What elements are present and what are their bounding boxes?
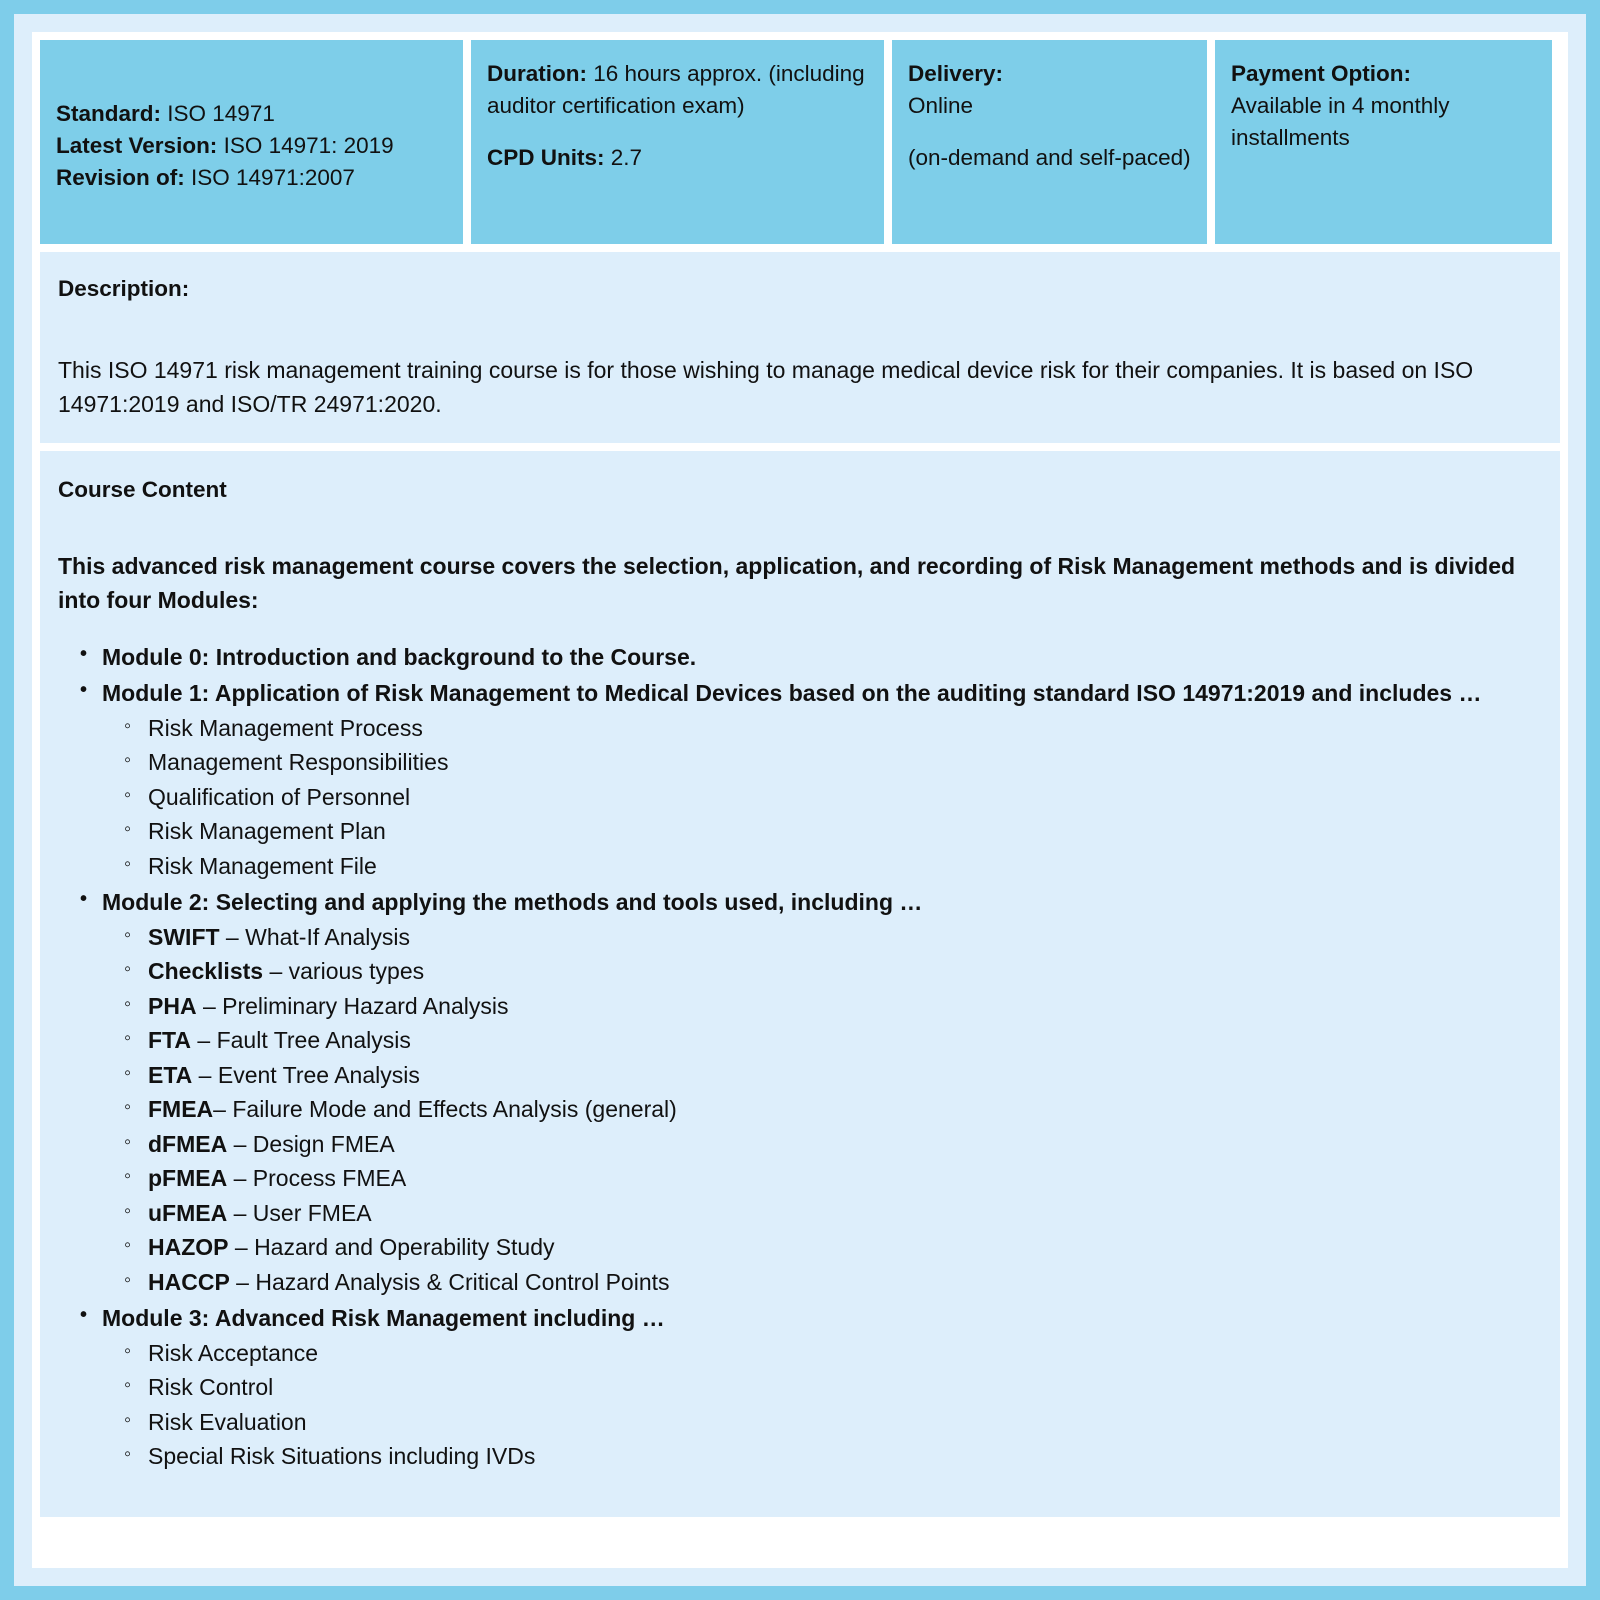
cell-line-value: ISO 14971:2007 (184, 164, 355, 190)
cell-line-label: Latest Version: (56, 133, 218, 159)
module-subitem (148, 1023, 1542, 1058)
cell-line-label: Revision of: (56, 164, 185, 190)
cell-line-value: 16 hours approx. (including auditor certification exam) (487, 61, 865, 118)
cell-line-value: ISO 14971: 2019 (217, 133, 394, 159)
module-subitem (148, 849, 1542, 884)
course-content-panel (40, 451, 1560, 1517)
subitem-term: dFMEA (148, 1130, 228, 1157)
module-subitem (148, 1127, 1542, 1162)
cell-line (908, 58, 1191, 90)
subitem-desc: Risk Management Process (148, 714, 423, 741)
subitem-desc: Risk Evaluation (148, 1408, 307, 1435)
cell-line-value: (on-demand and self-paced) (908, 144, 1191, 170)
subitem-desc: Risk Management Plan (148, 818, 386, 845)
cell-line (908, 142, 1191, 174)
cell-line (1231, 58, 1536, 90)
subitem-desc: – Design FMEA (227, 1130, 395, 1157)
module-subitem (148, 1196, 1542, 1231)
module-subitem (148, 745, 1542, 780)
page-border (32, 32, 1568, 1568)
cell-line (487, 58, 868, 122)
cell-line (56, 98, 447, 130)
subitem-desc: – various types (263, 958, 425, 985)
subitem-desc: – Fault Tree Analysis (191, 1027, 411, 1054)
module-sublist (102, 1336, 1542, 1474)
module-sublist (102, 711, 1542, 884)
module-subitem (148, 780, 1542, 815)
module-subitem (148, 1370, 1542, 1405)
module-label: • Module 2: Selecting and applying the methods and tools used, including … (102, 889, 923, 916)
cell-spacer (908, 122, 1191, 142)
cell-line (56, 162, 447, 194)
cell-line-label: Delivery: (908, 61, 1004, 86)
subitem-desc: Risk Management File (148, 852, 377, 879)
subitem-desc: Qualification of Personnel (148, 783, 411, 810)
course-info-document (40, 40, 1560, 1560)
module-label: • Module 0: Introduction and background to the Course. (102, 643, 697, 670)
module-subitem (148, 1405, 1542, 1440)
module-subitem (148, 814, 1542, 849)
module-subitem (148, 920, 1542, 955)
cell-line-label: CPD Units: (487, 144, 605, 170)
module-subitem (148, 954, 1542, 989)
module-sublist (102, 920, 1542, 1300)
module-subitem (148, 989, 1542, 1024)
cell-line (56, 130, 447, 162)
subitem-term: pFMEA (148, 1165, 228, 1192)
subitem-desc: – Hazard and Operability Study (228, 1234, 555, 1261)
module-item (102, 640, 1542, 675)
subitem-term: uFMEA (148, 1199, 228, 1226)
cell-line-value: ISO 14971 (161, 101, 275, 127)
description-panel (40, 252, 1560, 443)
subitem-desc: – Preliminary Hazard Analysis (196, 992, 509, 1019)
subitem-desc: – Failure Mode and Effects Analysis (general) (213, 1096, 677, 1123)
description-text: This ISO 14971 risk management training course is for those wishing to manage medical device risk for their companies. It is based on ISO 14971:2019 and ISO/TR 24971:2020. (58, 357, 1474, 418)
subitem-desc: Risk Acceptance (148, 1339, 319, 1366)
module-subitem (148, 711, 1542, 746)
cell-line-value: Online (908, 92, 974, 118)
module-subitem (148, 1265, 1542, 1300)
cell-line-value: 2.7 (604, 144, 643, 170)
cell-line-value: Available in 4 monthly installments (1231, 92, 1450, 150)
module-subitem (148, 1439, 1542, 1474)
module-subitem (148, 1058, 1542, 1093)
subitem-term: ETA (148, 1061, 193, 1088)
delivery-cell (892, 40, 1207, 244)
payment-cell (1215, 40, 1552, 244)
subitem-desc: Management Responsibilities (148, 749, 449, 776)
module-subitem (148, 1161, 1542, 1196)
cell-line-label: Payment Option: (1231, 61, 1412, 86)
subitem-term: HAZOP (148, 1234, 229, 1261)
subitem-desc: – Event Tree Analysis (192, 1061, 420, 1088)
cell-line-label: Duration: (487, 61, 587, 86)
cell-line-label: Standard: (56, 101, 162, 127)
module-item (102, 1301, 1542, 1474)
module-subitem (148, 1230, 1542, 1265)
cell-line (487, 142, 868, 174)
subitem-term: PHA (148, 992, 197, 1019)
subitem-desc: – User FMEA (227, 1199, 372, 1226)
subitem-desc: – Process FMEA (227, 1165, 407, 1192)
subitem-desc: Special Risk Situations including IVDs (148, 1443, 536, 1470)
subitem-term: HACCP (148, 1268, 230, 1295)
module-item (102, 885, 1542, 1299)
header-summary-row (40, 40, 1560, 244)
outer-frame (14, 14, 1586, 1586)
subitem-desc: – What-If Analysis (219, 923, 411, 950)
subitem-term: Checklists (148, 958, 264, 985)
subitem-term: FTA (148, 1027, 192, 1054)
cell-line (908, 90, 1191, 122)
module-item (102, 676, 1542, 883)
duration-cell (471, 40, 884, 244)
course-content-lead: This advanced risk management course covers the selection, application, and recording of Risk Management methods and is divided into four Modules: (58, 552, 1516, 614)
subitem-desc: – Hazard Analysis & Critical Control Points (229, 1268, 670, 1295)
course-content-heading: Course Content (58, 477, 227, 503)
subitem-term: FMEA (148, 1096, 214, 1123)
module-list (58, 640, 1542, 1474)
cell-line (1231, 90, 1536, 154)
cell-spacer (487, 122, 868, 142)
subitem-desc: Risk Control (148, 1374, 274, 1401)
module-subitem (148, 1092, 1542, 1127)
description-heading: Description: (58, 276, 190, 301)
standard-cell (40, 40, 463, 244)
module-label: • Module 1: Application of Risk Management to Medical Devices based on the auditing standard ISO 14971:2019 and includes … (102, 680, 1482, 707)
subitem-term: SWIFT (148, 923, 220, 950)
module-label: • Module 3: Advanced Risk Management including … (102, 1305, 665, 1332)
module-subitem (148, 1336, 1542, 1371)
